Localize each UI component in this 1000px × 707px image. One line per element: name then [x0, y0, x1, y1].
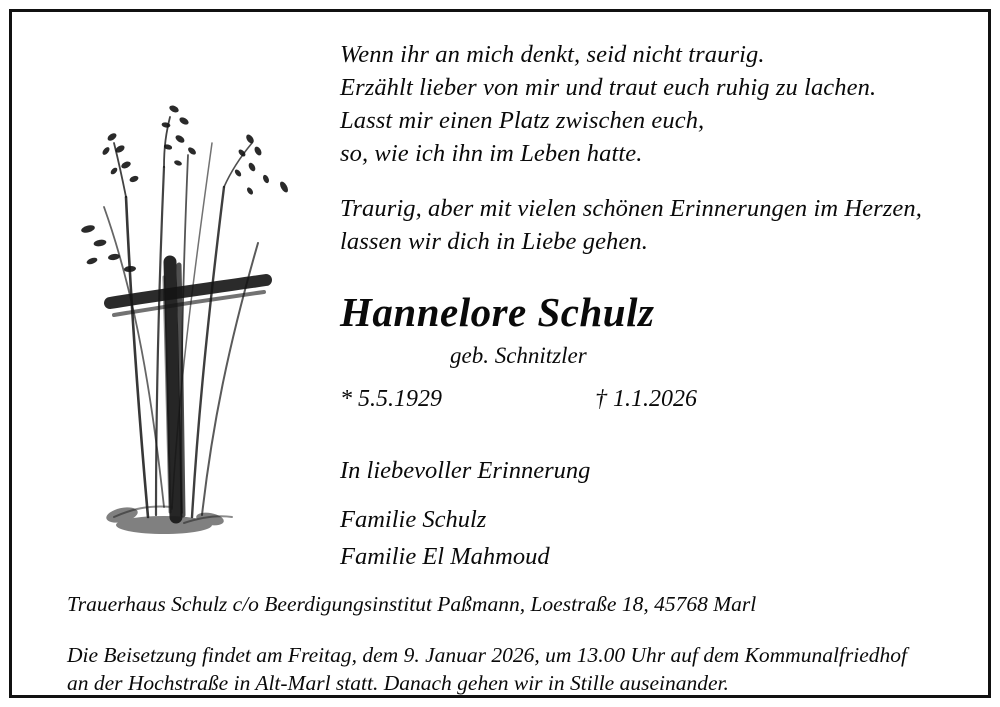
verse-line: Wenn ihr an mich denkt, seid nicht traurig.: [340, 41, 765, 68]
memorial-verse: [340, 38, 980, 258]
verse-line: lassen wir dich in Liebe gehen.: [340, 228, 648, 255]
verse-line: Erzählt lieber von mir und traut euch ruhig zu lachen.: [340, 74, 877, 101]
maiden-name: geb. Schnitzler: [450, 343, 587, 368]
death-date: † 1.1.2026: [595, 386, 697, 412]
family-line: Familie Schulz: [340, 506, 487, 533]
memory-heading: In liebevoller Erinnerung: [340, 457, 591, 484]
bottom-notes: [67, 590, 967, 697]
funeral-info: [67, 641, 967, 697]
deceased-name-block: [340, 288, 980, 414]
birth-date: * 5.5.1929: [340, 386, 442, 412]
mourning-house-line: Trauerhaus Schulz c/o Beerdigungsinstitut Paßmann, Loestraße 18, 45768 Marl: [67, 592, 757, 616]
verse-line: Lasst mir einen Platz zwischen euch,: [340, 107, 705, 134]
notice-inner-area: [12, 12, 988, 695]
cross-with-grasses-illustration: [52, 47, 302, 547]
life-dates: [340, 384, 980, 414]
deceased-name: Hannelore Schulz: [340, 289, 655, 335]
memory-spacer: [340, 489, 980, 501]
family-line: Familie El Mahmoud: [340, 543, 550, 570]
verse-spacer: [340, 170, 980, 192]
verse-line: Traurig, aber mit vielen schönen Erinnerungen im Herzen,: [340, 195, 922, 222]
funeral-info-line: an der Hochstraße in Alt-Marl statt. Danach gehen wir in Stille auseinander.: [67, 671, 729, 695]
funeral-info-line: Die Beisetzung findet am Freitag, dem 9. Januar 2026, um 13.00 Uhr auf dem Kommunalfriedhof: [67, 643, 908, 667]
notice-text-column: [340, 38, 980, 575]
memory-block: [340, 452, 980, 575]
verse-line: so, wie ich ihn im Leben hatte.: [340, 140, 643, 167]
